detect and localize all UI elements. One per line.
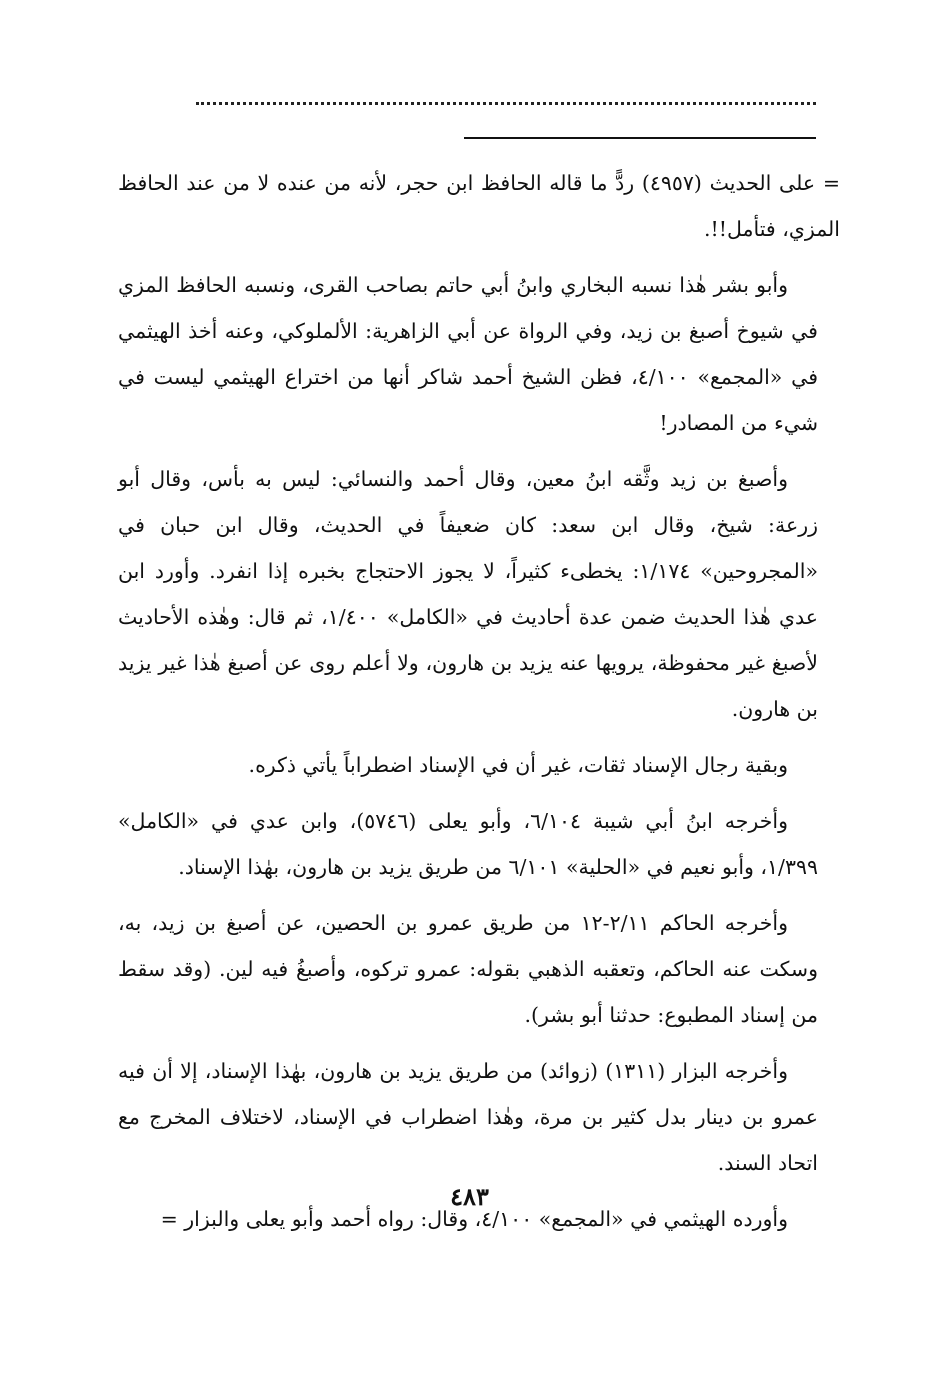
footnote-paragraph: وأبو بشر هٰذا نسبه البخاري وابنُ أبي حاتم بصاحب القرى، ونسبه الحافظ المزي في شيوخ أصبغ بن زيد، وفي الرواة عن أبي الزاهرية: الألملوكي، وعنه أخذ الهيثمي في «المجمع» ٤/١٠٠، فظن الشيخ أحمد شاكر أنها من اختراع الهيثمي ليست في شيء من المصادر! bbox=[118, 273, 818, 435]
footnote-paragraph: وأخرجه الحاكم ٢/١١-١٢ من طريق عمرو بن الحصين، عن أصبغ بن زيد، به، وسكت عنه الحاكم، وتعقبه الذهبي بقوله: عمرو تركوه، وأصبغُ فيه لين. (وقد سقط من إسناد المطبوع: حدثنا أبو بشر). bbox=[118, 911, 818, 1027]
footnote-text bbox=[118, 160, 840, 1252]
footnote-separator bbox=[464, 137, 816, 139]
footnote-paragraph: وأصبغ بن زيد وثَّقه ابنُ معين، وقال أحمد والنسائي: ليس به بأس، وقال أبو زرعة: شيخ، وقال ابن سعد: كان ضعيفاً في الحديث، وقال ابن حبان في «المجروحين» ١/١٧٤: يخطىء كثيراً، لا يجوز الاحتجاج بخبره إذا انفرد. وأورد ابن عدي هٰذا الحديث ضمن عدة أحاديث في «الكامل» ١/٤٠٠، ثم قال: وهٰذه الأحاديث لأصبغ غير محفوظة، يرويها عنه يزيد بن هارون، ولا أعلم روى عن أصبغ هٰذا غير يزيد بن هارون. bbox=[118, 467, 818, 721]
footnote-paragraph: وأخرجه ابنُ أبي شيبة ٦/١٠٤، وأبو يعلى (٥٧٤٦)، وابن عدي في «الكامل» ١/٣٩٩، وأبو نعيم في «الحلية» ٦/١٠١ من طريق يزيد بن هارون، بهٰذا الإسناد. bbox=[118, 809, 818, 879]
page-number: ٤٨٣ bbox=[450, 1182, 489, 1211]
dotted-separator bbox=[196, 102, 816, 105]
footnote-paragraph: وأورده الهيثمي في «المجمع» ٤/١٠٠، وقال: رواه أحمد وأبو يعلى والبزار = bbox=[160, 1207, 788, 1231]
footnote-paragraph: وأخرجه البزار (١٣١١) (زوائد) من طريق يزيد بن هارون، بهٰذا الإسناد، إلا أن فيه عمرو بن دينار بدل كثير بن مرة، وهٰذا اضطراب في الإسناد، لاختلاف المخرج مع اتحاد السند. bbox=[118, 1059, 818, 1175]
footnote-paragraph: = على الحديث (٤٩٥٧) ردًّ ما قاله الحافظ ابن حجر، لأنه من عنده لا من عند الحافظ المزي، فتأمل!!. bbox=[118, 171, 840, 241]
footnote-paragraph: وبقية رجال الإسناد ثقات، غير أن في الإسناد اضطراباً يأتي ذكره. bbox=[248, 753, 788, 777]
